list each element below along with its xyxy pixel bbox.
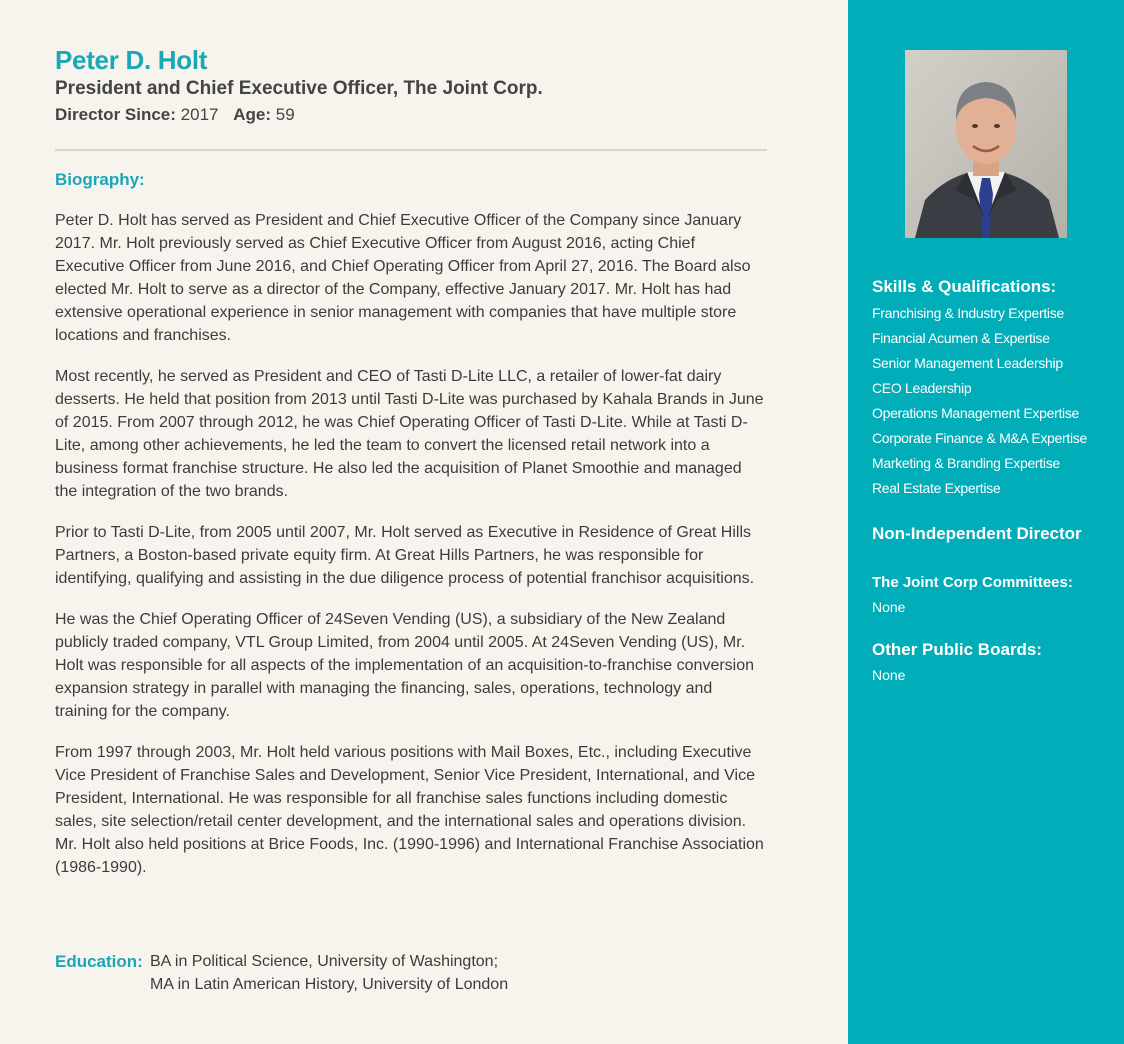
biography-heading: Biography: (55, 170, 145, 189)
education-list (150, 950, 508, 996)
biography-paragraph: Most recently, he served as President and CEO of Tasti D-Lite LLC, a retailer of lower-fat dairy desserts. He held that position from 2013 until Tasti D-Lite was purchased by Kahala Brands in June of 2015. From 2007 through 2012, he was Chief Operating Officer of Tasti D-Lite. While at Tasti D-Lite, among other achievements, he led the team to convert the licensed retail network into a business format franchise structure. He also led the acquisition of Planet Smoothie and managed the integration of the two brands. (55, 368, 764, 500)
director-name: Peter D. Holt (55, 45, 208, 75)
education-item: MA in Latin American History, University of London (150, 976, 509, 993)
skill-item: Senior Management Leadership (872, 355, 1063, 371)
skills-list (872, 301, 1117, 501)
skill-item: CEO Leadership (872, 380, 972, 396)
age-label: Age: (233, 105, 272, 124)
main-column (55, 44, 767, 879)
biography-paragraph: He was the Chief Operating Officer of 24Seven Vending (US), a subsidiary of the New Zealand publicly traded company, VTL Group Limited, from 2004 until 2005. At 24Seven Vending (US), Mr. Holt was responsible for all aspects of the implementation of an acquisition-to-franchise conversion expansion strategy in parallel with managing the financing, sales, operations, technology and training for the company. (55, 611, 755, 720)
independence-status: Non-Independent Director (872, 524, 1082, 543)
skill-item: Franchising & Industry Expertise (872, 305, 1064, 321)
portrait-photo (905, 50, 1067, 238)
skill-item: Financial Acumen & Expertise (872, 330, 1050, 346)
divider (55, 149, 767, 151)
other-boards-heading: Other Public Boards: (872, 640, 1043, 659)
director-since-label: Director Since: (55, 105, 176, 124)
director-title: President and Chief Executive Officer, The Joint Corp. (55, 78, 543, 99)
education-item: BA in Political Science, University of Washington; (150, 953, 499, 970)
director-meta (55, 103, 767, 127)
skills-heading: Skills & Qualifications: (872, 277, 1057, 296)
biography-paragraph: Prior to Tasti D-Lite, from 2005 until 2007, Mr. Holt served as Executive in Residence of Great Hills Partners, a Boston-based private equity firm. At Great Hills Partners, he was responsible for identifying, qualifying and assisting in the due diligence process of potential franchisor acquisitions. (55, 524, 755, 587)
education-label: Education: (55, 952, 143, 971)
committees-value: None (872, 599, 906, 615)
biography-paragraph: Peter D. Holt has served as President and Chief Executive Officer of the Company since January 2017. Mr. Holt previously served as Chief Executive Officer from August 2016, acting Chief Executive Officer from June 2016, and Chief Operating Officer from April 27, 2016. The Board also elected Mr. Holt to serve as a director of the Company, effective January 2017. Mr. Holt has had extensive operational experience in senior management with companies that have multiple store locations and franchises. (55, 212, 751, 344)
sidebar (848, 0, 1124, 1044)
sidebar-content (872, 276, 1117, 686)
other-boards-value: None (872, 667, 906, 683)
skill-item: Corporate Finance & M&A Expertise (872, 430, 1087, 446)
age-value: 59 (275, 105, 295, 124)
portrait-illustration (905, 50, 1067, 238)
skill-item: Real Estate Expertise (872, 480, 1001, 496)
biography-paragraph: From 1997 through 2003, Mr. Holt held various positions with Mail Boxes, Etc., including Executive Vice President of Franchise Sales and Development, Senior Vice President, International, and Vice President, International. He was responsible for all franchise sales functions including domestic sales, site selection/retail center development, and the international sales and operations division. Mr. Holt also held positions at Brice Foods, Inc. (1990-1996) and International Franchise Association (1986-1990). (55, 744, 764, 876)
director-since-value: 2017 (180, 105, 219, 124)
committees-heading: The Joint Corp Committees: (872, 574, 1073, 591)
skill-item: Marketing & Branding Expertise (872, 455, 1060, 471)
skill-item: Operations Management Expertise (872, 405, 1080, 421)
